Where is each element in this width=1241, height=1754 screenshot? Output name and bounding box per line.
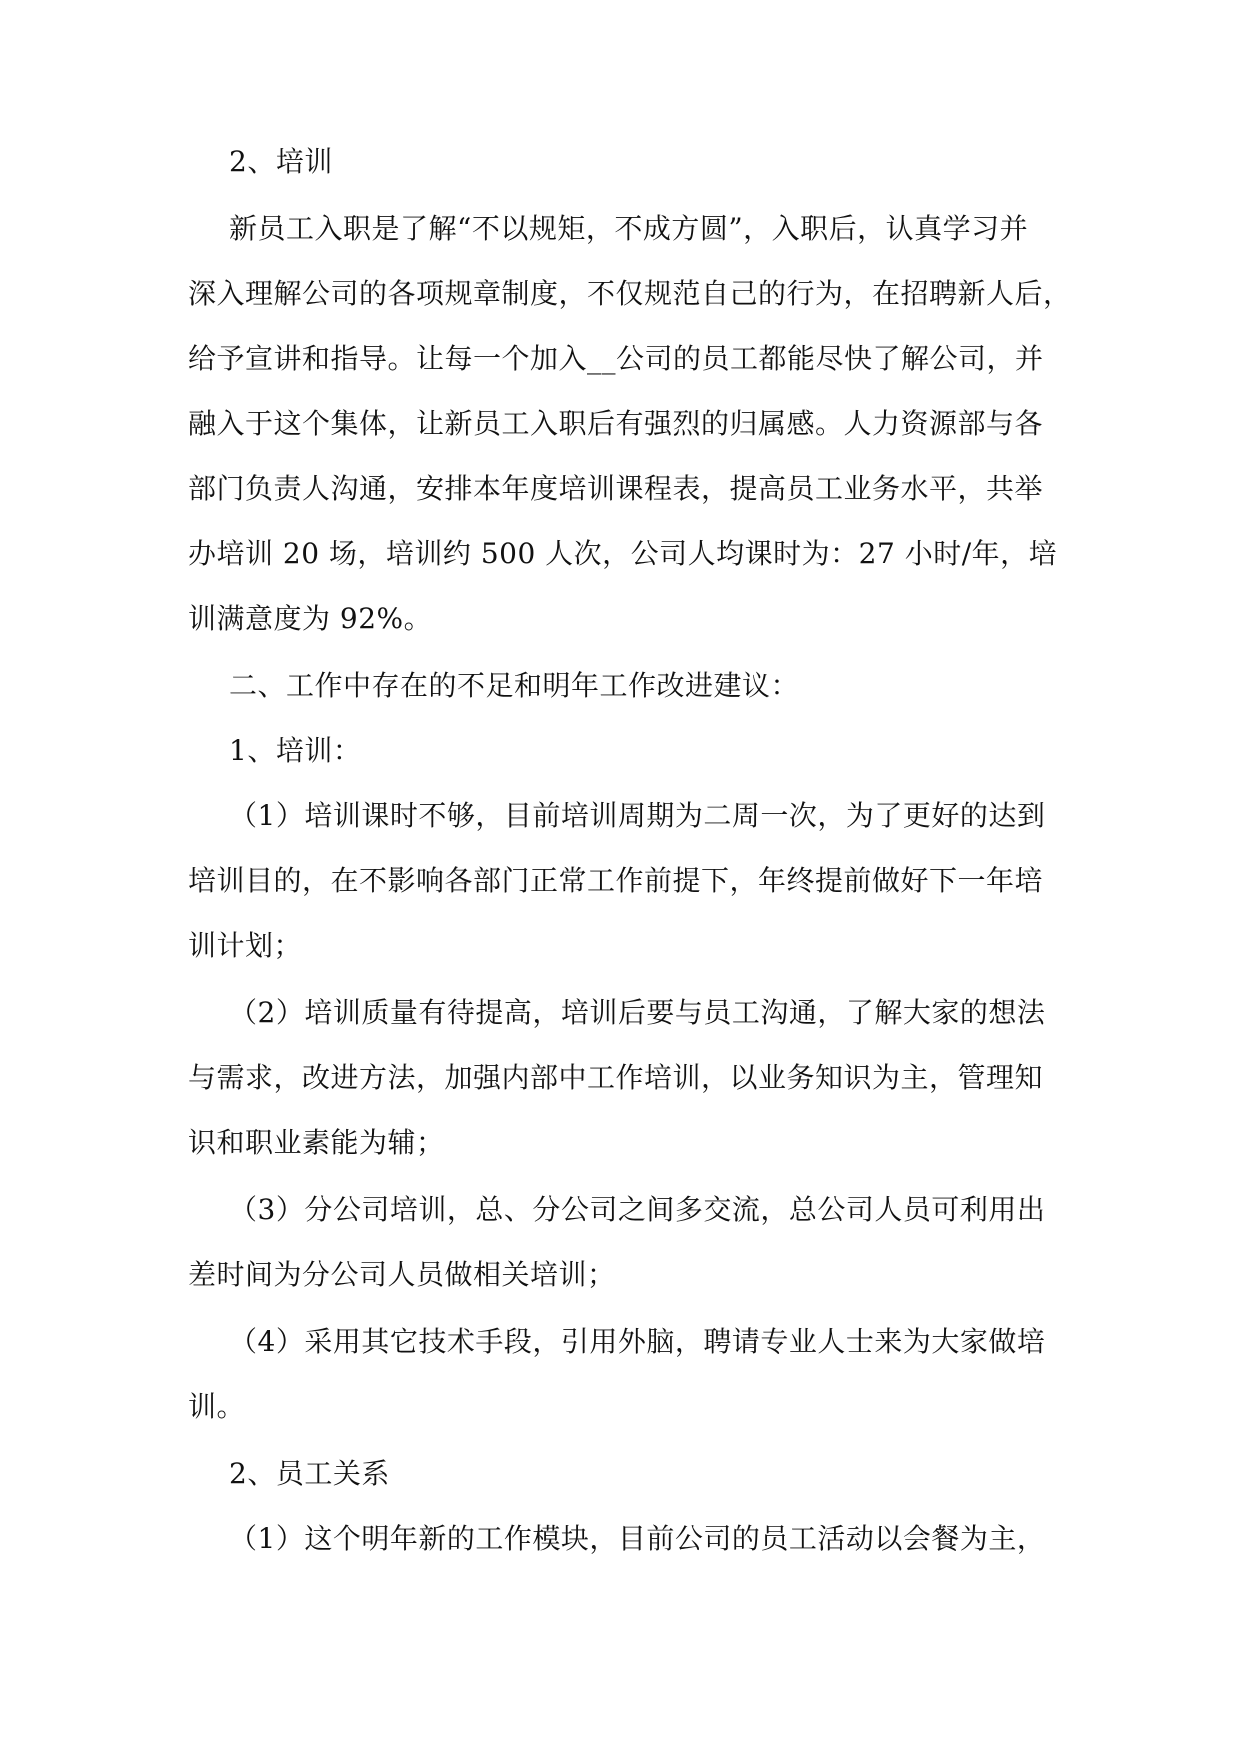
paragraph-line: 深入理解公司的各项规章制度，不仅规范自己的行为，在招聘新人后， bbox=[188, 277, 1072, 310]
list-item-line: 培训目的，在不影响各部门正常工作前提下，年终提前做好下一年培 bbox=[188, 864, 1044, 897]
section-heading-shortcomings: 二、工作中存在的不足和明年工作改进建议： bbox=[229, 669, 800, 702]
list-item-line: 差时间为分公司人员做相关培训； bbox=[188, 1258, 616, 1291]
list-item-line: （1）这个明年新的工作模块，目前公司的员工活动以会餐为主， bbox=[229, 1522, 1046, 1555]
paragraph-line: 给予宣讲和指导。让每一个加入__公司的员工都能尽快了解公司，并 bbox=[188, 342, 1044, 375]
section-heading-training: 2、培训 bbox=[229, 145, 333, 178]
subsection-heading-employee-relations: 2、员工关系 bbox=[229, 1457, 390, 1490]
list-item-line: （2）培训质量有待提高，培训后要与员工沟通，了解大家的想法 bbox=[229, 996, 1046, 1029]
subsection-heading-training: 1、培训： bbox=[229, 734, 362, 767]
paragraph-line: 新员工入职是了解“不以规矩，不成方圆”，入职后，认真学习并 bbox=[229, 212, 1029, 245]
paragraph-line: 办培训 20 场，培训约 500 人次，公司人均课时为：27 小时/年，培 bbox=[188, 537, 1058, 570]
list-item-line: 训。 bbox=[188, 1390, 246, 1423]
paragraph-line: 部门负责人沟通，安排本年度培训课程表，提高员工业务水平，共举 bbox=[188, 472, 1044, 505]
list-item-line: （4）采用其它技术手段，引用外脑，聘请专业人士来为大家做培 bbox=[229, 1325, 1046, 1358]
list-item-line: 训计划； bbox=[188, 929, 303, 962]
list-item-line: （3）分公司培训，总、分公司之间多交流，总公司人员可利用出 bbox=[229, 1193, 1046, 1226]
paragraph-line: 融入于这个集体，让新员工入职后有强烈的归属感。人力资源部与各 bbox=[188, 407, 1044, 440]
list-item-line: 与需求，改进方法，加强内部中工作培训，以业务知识为主，管理知 bbox=[188, 1061, 1044, 1094]
list-item-line: 识和职业素能为辅； bbox=[188, 1126, 445, 1159]
paragraph-line: 训满意度为 92%。 bbox=[188, 602, 433, 635]
list-item-line: （1）培训课时不够，目前培训周期为二周一次，为了更好的达到 bbox=[229, 799, 1046, 832]
